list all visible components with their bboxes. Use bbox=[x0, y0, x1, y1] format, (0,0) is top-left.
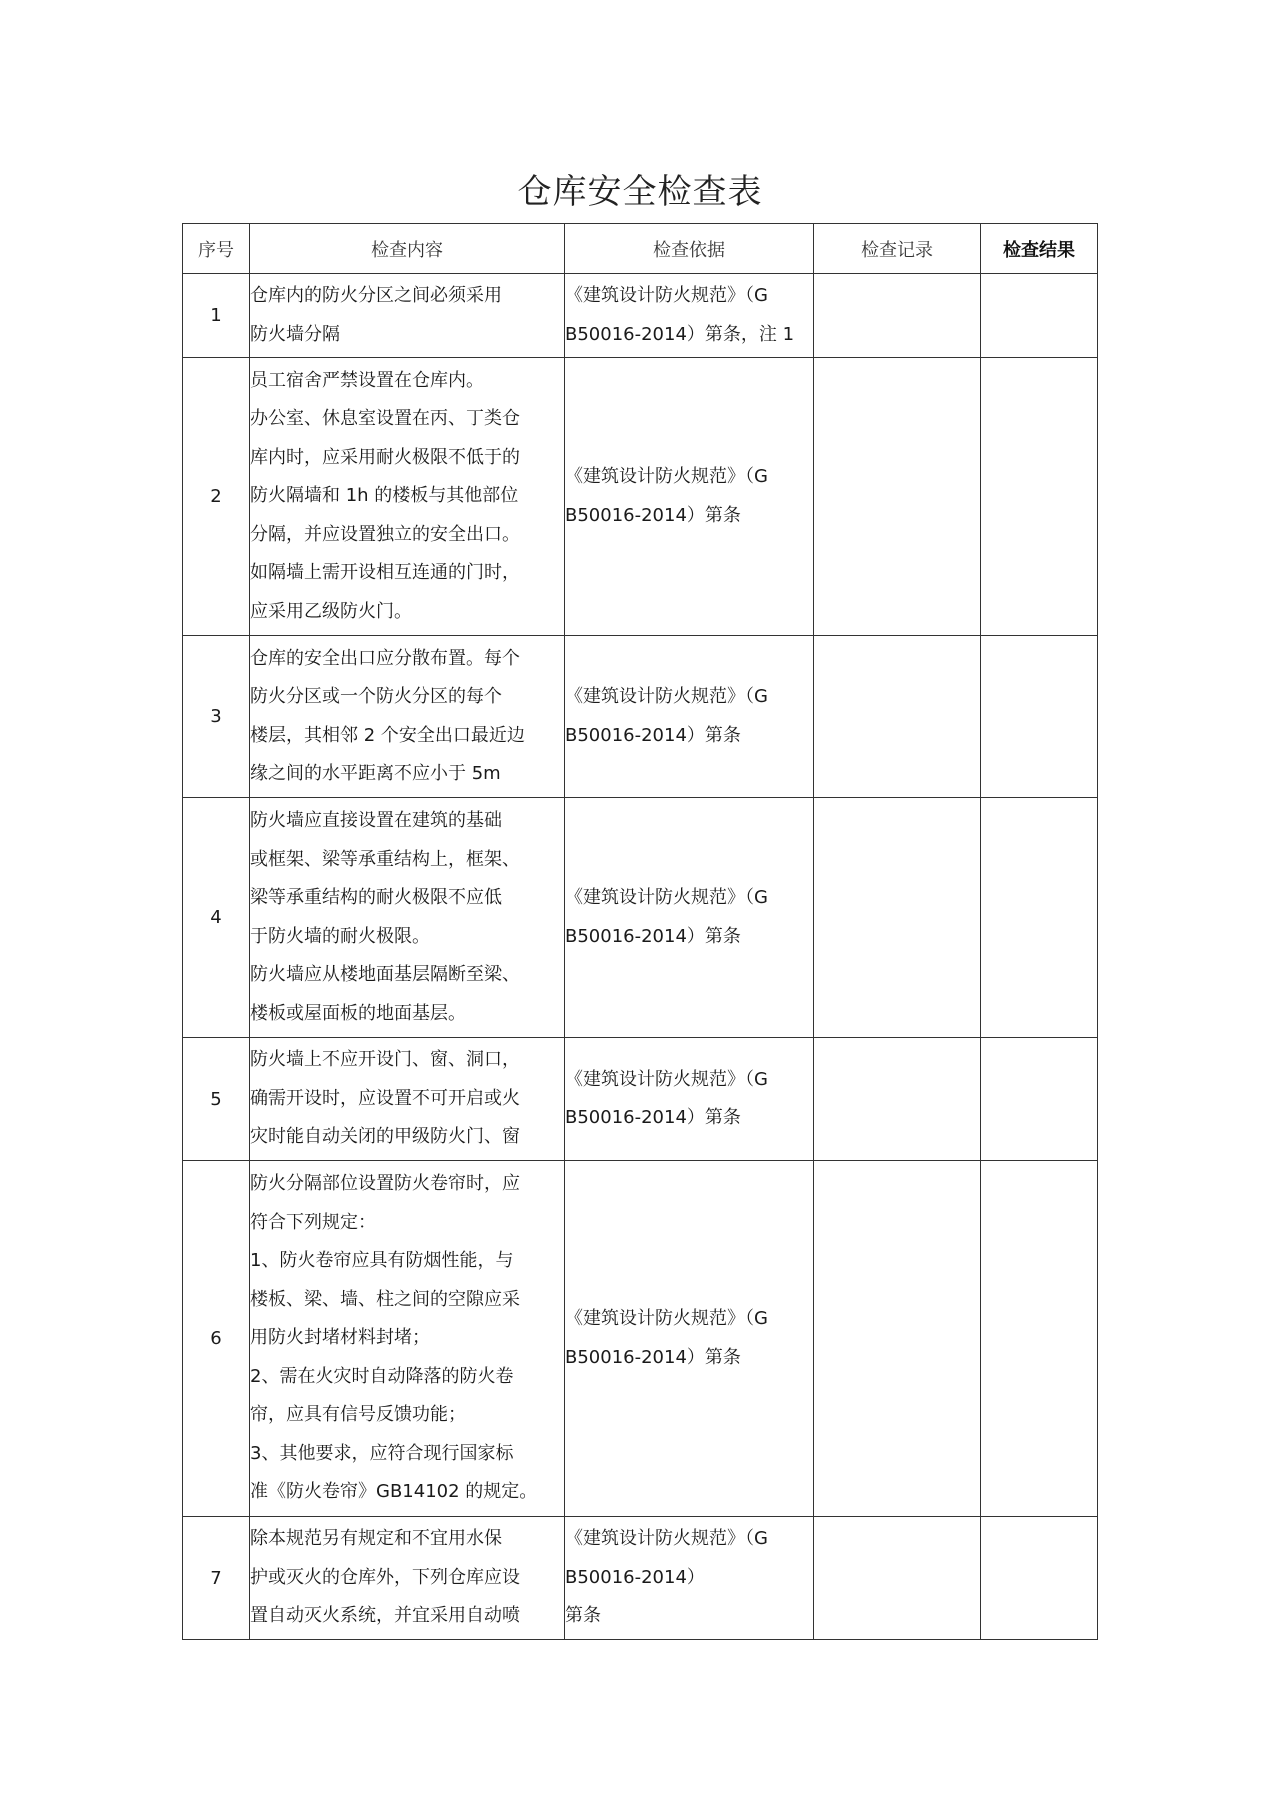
check-result-cell[interactable] bbox=[981, 358, 1098, 636]
content-line: 分隔，并应设置独立的安全出口。 bbox=[250, 523, 520, 545]
content-line: 防火隔墙和 1h 的楼板与其他部位 bbox=[250, 485, 519, 507]
content-line: 楼板、梁、墙、柱之间的空隙应采 bbox=[250, 1288, 520, 1310]
content-line: 防火墙上不应开设门、窗、洞口， bbox=[250, 1049, 520, 1071]
content-line: 灾时能自动关闭的甲级防火门、窗 bbox=[250, 1126, 520, 1148]
content-line: 防火墙应从楼地面基层隔断至梁、 bbox=[250, 964, 520, 985]
check-basis bbox=[565, 1161, 814, 1517]
check-result-cell[interactable] bbox=[981, 274, 1098, 358]
header-result: 检查结果 bbox=[981, 224, 1098, 274]
check-basis bbox=[565, 274, 814, 358]
check-basis bbox=[565, 1038, 814, 1161]
check-record-cell[interactable] bbox=[814, 274, 981, 358]
content-line: 于防火墙的耐火极限。 bbox=[250, 925, 430, 947]
content-line: 仓库内的防火分区之间必须采用 bbox=[250, 285, 502, 306]
check-basis bbox=[565, 1517, 814, 1640]
content-line: 应采用乙级防火门。 bbox=[250, 600, 412, 622]
header-basis: 检查依据 bbox=[565, 224, 814, 274]
check-result-cell[interactable] bbox=[981, 1161, 1098, 1517]
content-line: 防火墙分隔 bbox=[250, 323, 340, 345]
content-line: 员工宿舍严禁设置在仓库内。 bbox=[250, 369, 484, 391]
table-row bbox=[183, 274, 1098, 358]
content-line: 防火分区或一个防火分区的每个 bbox=[250, 686, 502, 707]
check-content bbox=[250, 1517, 565, 1640]
content-line: 准《防火卷帘》GB14102 的规定。 bbox=[250, 1481, 538, 1503]
basis-line: 《建筑设计防火规范》（G bbox=[565, 285, 768, 306]
header-no: 序号 bbox=[183, 224, 250, 274]
checklist-table bbox=[182, 223, 1098, 1640]
header-content: 检查内容 bbox=[250, 224, 565, 274]
row-number: 2 bbox=[183, 358, 250, 636]
table-header-row bbox=[183, 224, 1098, 274]
row-number: 6 bbox=[183, 1161, 250, 1517]
row-number: 4 bbox=[183, 798, 250, 1038]
table-row bbox=[183, 798, 1098, 1038]
check-record-cell[interactable] bbox=[814, 798, 981, 1038]
check-result-cell[interactable] bbox=[981, 1038, 1098, 1161]
content-line: 防火分隔部位设置防火卷帘时，应 bbox=[250, 1173, 520, 1195]
table-row bbox=[183, 636, 1098, 798]
basis-line: 第条 bbox=[565, 1605, 601, 1627]
check-basis bbox=[565, 358, 814, 636]
page-title: 仓库安全检查表 bbox=[517, 172, 763, 212]
check-result-cell[interactable] bbox=[981, 636, 1098, 798]
content-line: 符合下列规定： bbox=[250, 1211, 376, 1233]
table-row bbox=[183, 1517, 1098, 1640]
content-line: 办公室、休息室设置在丙、丁类仓 bbox=[250, 408, 520, 430]
check-record-cell[interactable] bbox=[814, 1161, 981, 1517]
content-line: 帘，应具有信号反馈功能； bbox=[250, 1404, 466, 1426]
check-record-cell[interactable] bbox=[814, 1038, 981, 1161]
basis-line: B50016-2014）第条 bbox=[565, 925, 741, 947]
header-record: 检查记录 bbox=[814, 224, 981, 274]
row-number: 3 bbox=[183, 636, 250, 798]
check-basis bbox=[565, 798, 814, 1038]
content-line: 用防火封堵材料封堵； bbox=[250, 1327, 430, 1349]
basis-line: 《建筑设计防火规范》（G bbox=[565, 1068, 768, 1090]
check-result-cell[interactable] bbox=[981, 798, 1098, 1038]
basis-line: 《建筑设计防火规范》（G bbox=[565, 1528, 768, 1550]
content-line: 或框架、梁等承重结构上，框架、 bbox=[250, 848, 520, 870]
basis-line: B50016-2014）第条 bbox=[565, 1346, 741, 1368]
basis-line: B50016-2014）第条 bbox=[565, 724, 741, 746]
content-line: 确需开设时，应设置不可开启或火 bbox=[250, 1087, 520, 1109]
content-line: 仓库的安全出口应分散布置。每个 bbox=[250, 647, 520, 669]
content-line: 楼层，其相邻 2 个安全出口最近边 bbox=[250, 724, 525, 746]
check-content bbox=[250, 358, 565, 636]
content-line: 护或灭火的仓库外，下列仓库应设 bbox=[250, 1566, 520, 1588]
content-line: 如隔墙上需开设相互连通的门时， bbox=[250, 562, 520, 584]
basis-line: 《建筑设计防火规范》（G bbox=[565, 887, 768, 908]
table-row bbox=[183, 1161, 1098, 1517]
content-line: 置自动灭火系统，并宜采用自动喷 bbox=[250, 1605, 520, 1627]
check-record-cell[interactable] bbox=[814, 636, 981, 798]
check-content bbox=[250, 1161, 565, 1517]
content-line: 2、需在火灾时自动降落的防火卷 bbox=[250, 1365, 514, 1387]
content-line: 梁等承重结构的耐火极限不应低 bbox=[250, 887, 502, 908]
check-content bbox=[250, 274, 565, 358]
table-row bbox=[183, 358, 1098, 636]
row-number: 5 bbox=[183, 1038, 250, 1161]
content-line: 防火墙应直接设置在建筑的基础 bbox=[250, 810, 502, 831]
row-number: 7 bbox=[183, 1517, 250, 1640]
check-record-cell[interactable] bbox=[814, 1517, 981, 1640]
check-content bbox=[250, 636, 565, 798]
content-line: 缘之间的水平距离不应小于 5m bbox=[250, 763, 501, 784]
check-content bbox=[250, 798, 565, 1038]
basis-line: B50016-2014）第条，注 1 bbox=[565, 323, 795, 345]
content-line: 楼板或屋面板的地面基层。 bbox=[250, 1002, 466, 1024]
check-basis bbox=[565, 636, 814, 798]
content-line: 3、其他要求，应符合现行国家标 bbox=[250, 1442, 514, 1464]
basis-line: B50016-2014）第条 bbox=[565, 504, 741, 526]
basis-line: B50016-2014） bbox=[565, 1566, 705, 1588]
content-line: 库内时，应采用耐火极限不低于的 bbox=[250, 446, 520, 468]
check-result-cell[interactable] bbox=[981, 1517, 1098, 1640]
check-record-cell[interactable] bbox=[814, 358, 981, 636]
check-content bbox=[250, 1038, 565, 1161]
row-number: 1 bbox=[183, 274, 250, 358]
content-line: 1、防火卷帘应具有防烟性能，与 bbox=[250, 1250, 514, 1272]
table-row bbox=[183, 1038, 1098, 1161]
basis-line: B50016-2014）第条 bbox=[565, 1107, 741, 1128]
basis-line: 《建筑设计防火规范》（G bbox=[565, 686, 768, 707]
basis-line: 《建筑设计防火规范》（G bbox=[565, 1308, 768, 1329]
basis-line: 《建筑设计防火规范》（G bbox=[565, 466, 768, 487]
content-line: 除本规范另有规定和不宜用水保 bbox=[250, 1528, 502, 1550]
